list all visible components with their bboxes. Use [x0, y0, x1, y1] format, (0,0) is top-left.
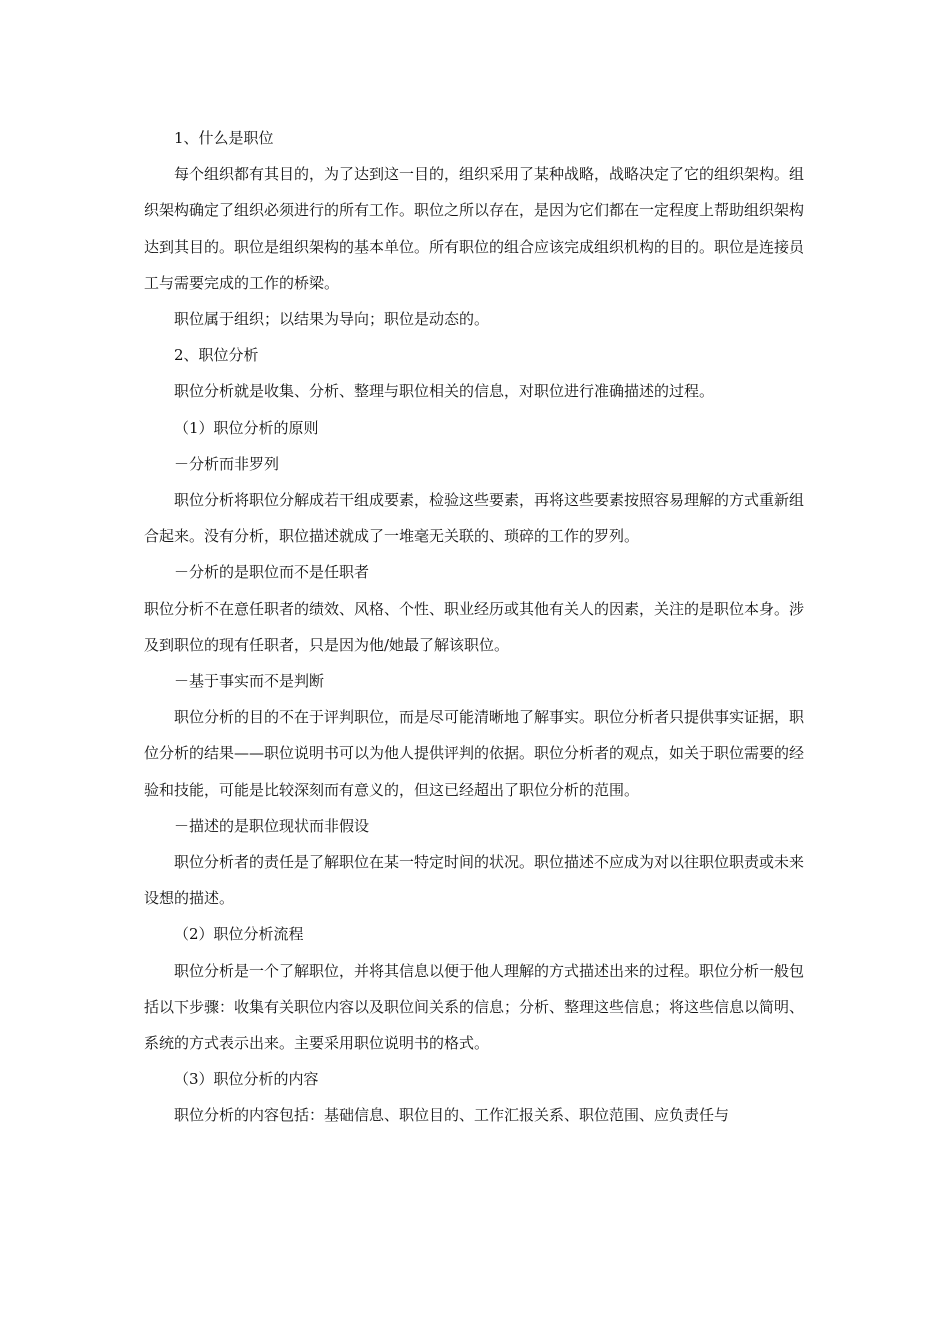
- paragraph: 职位分析的内容包括：基础信息、职位目的、工作汇报关系、职位范围、应负责任与: [174, 1106, 730, 1125]
- paragraph: 职位属于组织；以结果为导向；职位是动态的。: [174, 310, 490, 329]
- paragraph: 职位分析是一个了解职位，并将其信息以便于他人理解的方式描述出来的过程。职位分析一般包括以下步骤：收集有关职位内容以及职位间关系的信息；分析、整理这些信息；将这些信息以简明、系统的方式表示出来。主要采用职位说明书的格式。: [144, 961, 805, 1053]
- document-body: [144, 120, 804, 1134]
- paragraph: 职位分析就是收集、分析、整理与职位相关的信息，对职位进行准确描述的过程。: [174, 382, 715, 401]
- subsection-heading: （3）职位分析的内容: [174, 1070, 319, 1089]
- principle-heading: －描述的是职位现状而非假设: [174, 816, 370, 835]
- principle-heading: －分析而非罗列: [174, 454, 280, 473]
- paragraph: 每个组织都有其目的，为了达到这一目的，组织采用了某种战略，战略决定了它的组织架构。组织架构确定了组织必须进行的所有工作。职位之所以存在，是因为它们都在一定程度上帮助组织架构达到其目的。职位是组织架构的基本单位。所有职位的组合应该完成组织机构的目的。职位是连接员工与需要完成的工作的桥梁。: [144, 165, 805, 292]
- section-heading: 1、什么是职位: [174, 129, 274, 147]
- paragraph: 职位分析将职位分解成若干组成要素，检验这些要素，再将这些要素按照容易理解的方式重新组合起来。没有分析，职位描述就成了一堆毫无关联的、琐碎的工作的罗列。: [144, 491, 805, 546]
- paragraph: 职位分析不在意任职者的绩效、风格、个性、职业经历或其他有关人的因素，关注的是职位本身。涉及到职位的现有任职者，只是因为他/她最了解该职位。: [144, 599, 805, 654]
- subsection-heading: （2）职位分析流程: [174, 925, 304, 944]
- section-heading: 2、职位分析: [174, 346, 259, 365]
- principle-heading: －基于事实而不是判断: [174, 672, 325, 691]
- subsection-heading: （1）职位分析的原则: [174, 418, 319, 437]
- principle-heading: －分析的是职位而不是任职者: [174, 563, 370, 582]
- paragraph: 职位分析的目的不在于评判职位，而是尽可能清晰地了解事实。职位分析者只提供事实证据，职位分析的结果——职位说明书可以为他人提供评判的依据。职位分析者的观点，如关于职位需要的经验和技能，可能是比较深刻而有意义的，但这已经超出了职位分析的范围。: [144, 708, 805, 799]
- paragraph: 职位分析者的责任是了解职位在某一特定时间的状况。职位描述不应成为对以往职位职责或未来设想的描述。: [144, 853, 805, 908]
